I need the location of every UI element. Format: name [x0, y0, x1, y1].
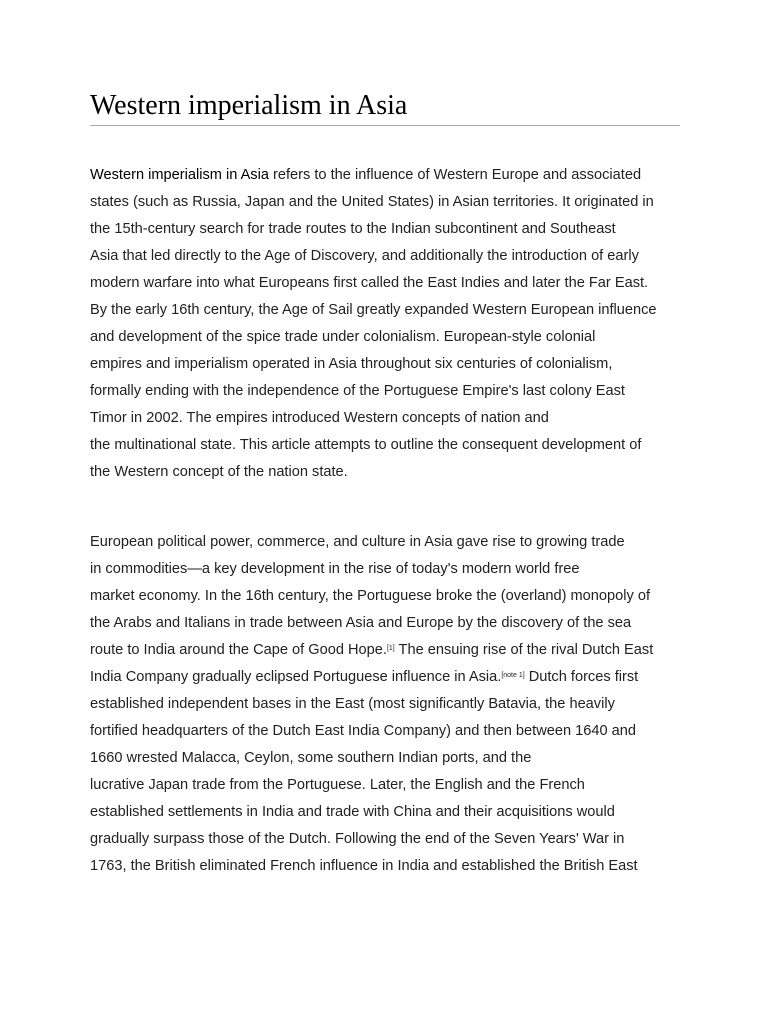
text-line: lucrative Japan trade from the Portuguese. Later, the English and the French: [90, 777, 585, 793]
text-line: established independent bases in the East (most significantly Batavia, the heavily: [90, 696, 615, 712]
text-line: the multinational state. This article attempts to outline the consequent development of: [90, 437, 642, 453]
text-line: fortified headquarters of the Dutch East India Company) and then between 1640 and: [90, 723, 637, 739]
text-line: empires and imperialism operated in Asia throughout six centuries of colonialism,: [90, 356, 613, 372]
text-span: Dutch forces first: [524, 669, 639, 685]
text-line: 1660 wrested Malacca, Ceylon, some southern Indian ports, and the: [90, 750, 532, 766]
text-line: Timor in 2002. The empires introduced Western concepts of nation and: [90, 410, 549, 426]
text-span: refers to the influence of Western Europe and associated: [268, 167, 642, 183]
paragraph-intro: [90, 162, 680, 486]
text-span: The ensuing rise of the rival Dutch East: [394, 642, 654, 658]
text-line: formally ending with the independence of the Portuguese Empire's last colony East: [90, 383, 625, 399]
text-line: the Arabs and Italians in trade between Asia and Europe by the discovery of the sea: [90, 615, 632, 631]
text-line: states (such as Russia, Japan and the United States) in Asian territories. It originated in: [90, 194, 654, 210]
lead-term: Western imperialism in Asia: [90, 167, 269, 183]
text-line: market economy. In the 16th century, the Portuguese broke the (overland) monopoly of: [90, 588, 651, 604]
paragraph-history: [90, 529, 680, 880]
text-line: the Western concept of the nation state.: [90, 464, 348, 480]
text-line: the 15th-century search for trade routes to the Indian subcontinent and Southeast: [90, 221, 616, 237]
citation-link[interactable]: [1]: [386, 645, 395, 652]
text-line: in commodities—a key development in the rise of today's modern world free: [90, 561, 580, 577]
note-link[interactable]: [note 1]: [501, 672, 525, 679]
text-line: Asia that led directly to the Age of Discovery, and additionally the introduction of early: [90, 248, 639, 264]
text-line: 1763, the British eliminated French influence in India and established the British East: [90, 858, 638, 874]
page-title: Western imperialism in Asia: [90, 88, 680, 126]
article: [90, 88, 680, 880]
text-line: By the early 16th century, the Age of Sail greatly expanded Western European influence: [90, 302, 657, 318]
text-line: and development of the spice trade under colonialism. European-style colonial: [90, 329, 596, 345]
text-line: [90, 162, 680, 189]
text-line: European political power, commerce, and culture in Asia gave rise to growing trade: [90, 534, 625, 550]
text-span: India Company gradually eclipsed Portuguese influence in Asia.: [90, 669, 502, 685]
text-line: established settlements in India and trade with China and their acquisitions would: [90, 804, 615, 820]
text-line: gradually surpass those of the Dutch. Following the end of the Seven Years' War in: [90, 831, 625, 847]
text-line: [90, 664, 680, 691]
text-line: modern warfare into what Europeans first called the East Indies and later the Far East.: [90, 275, 649, 291]
text-span: route to India around the Cape of Good Hope.: [90, 642, 387, 658]
text-line: [90, 637, 680, 664]
